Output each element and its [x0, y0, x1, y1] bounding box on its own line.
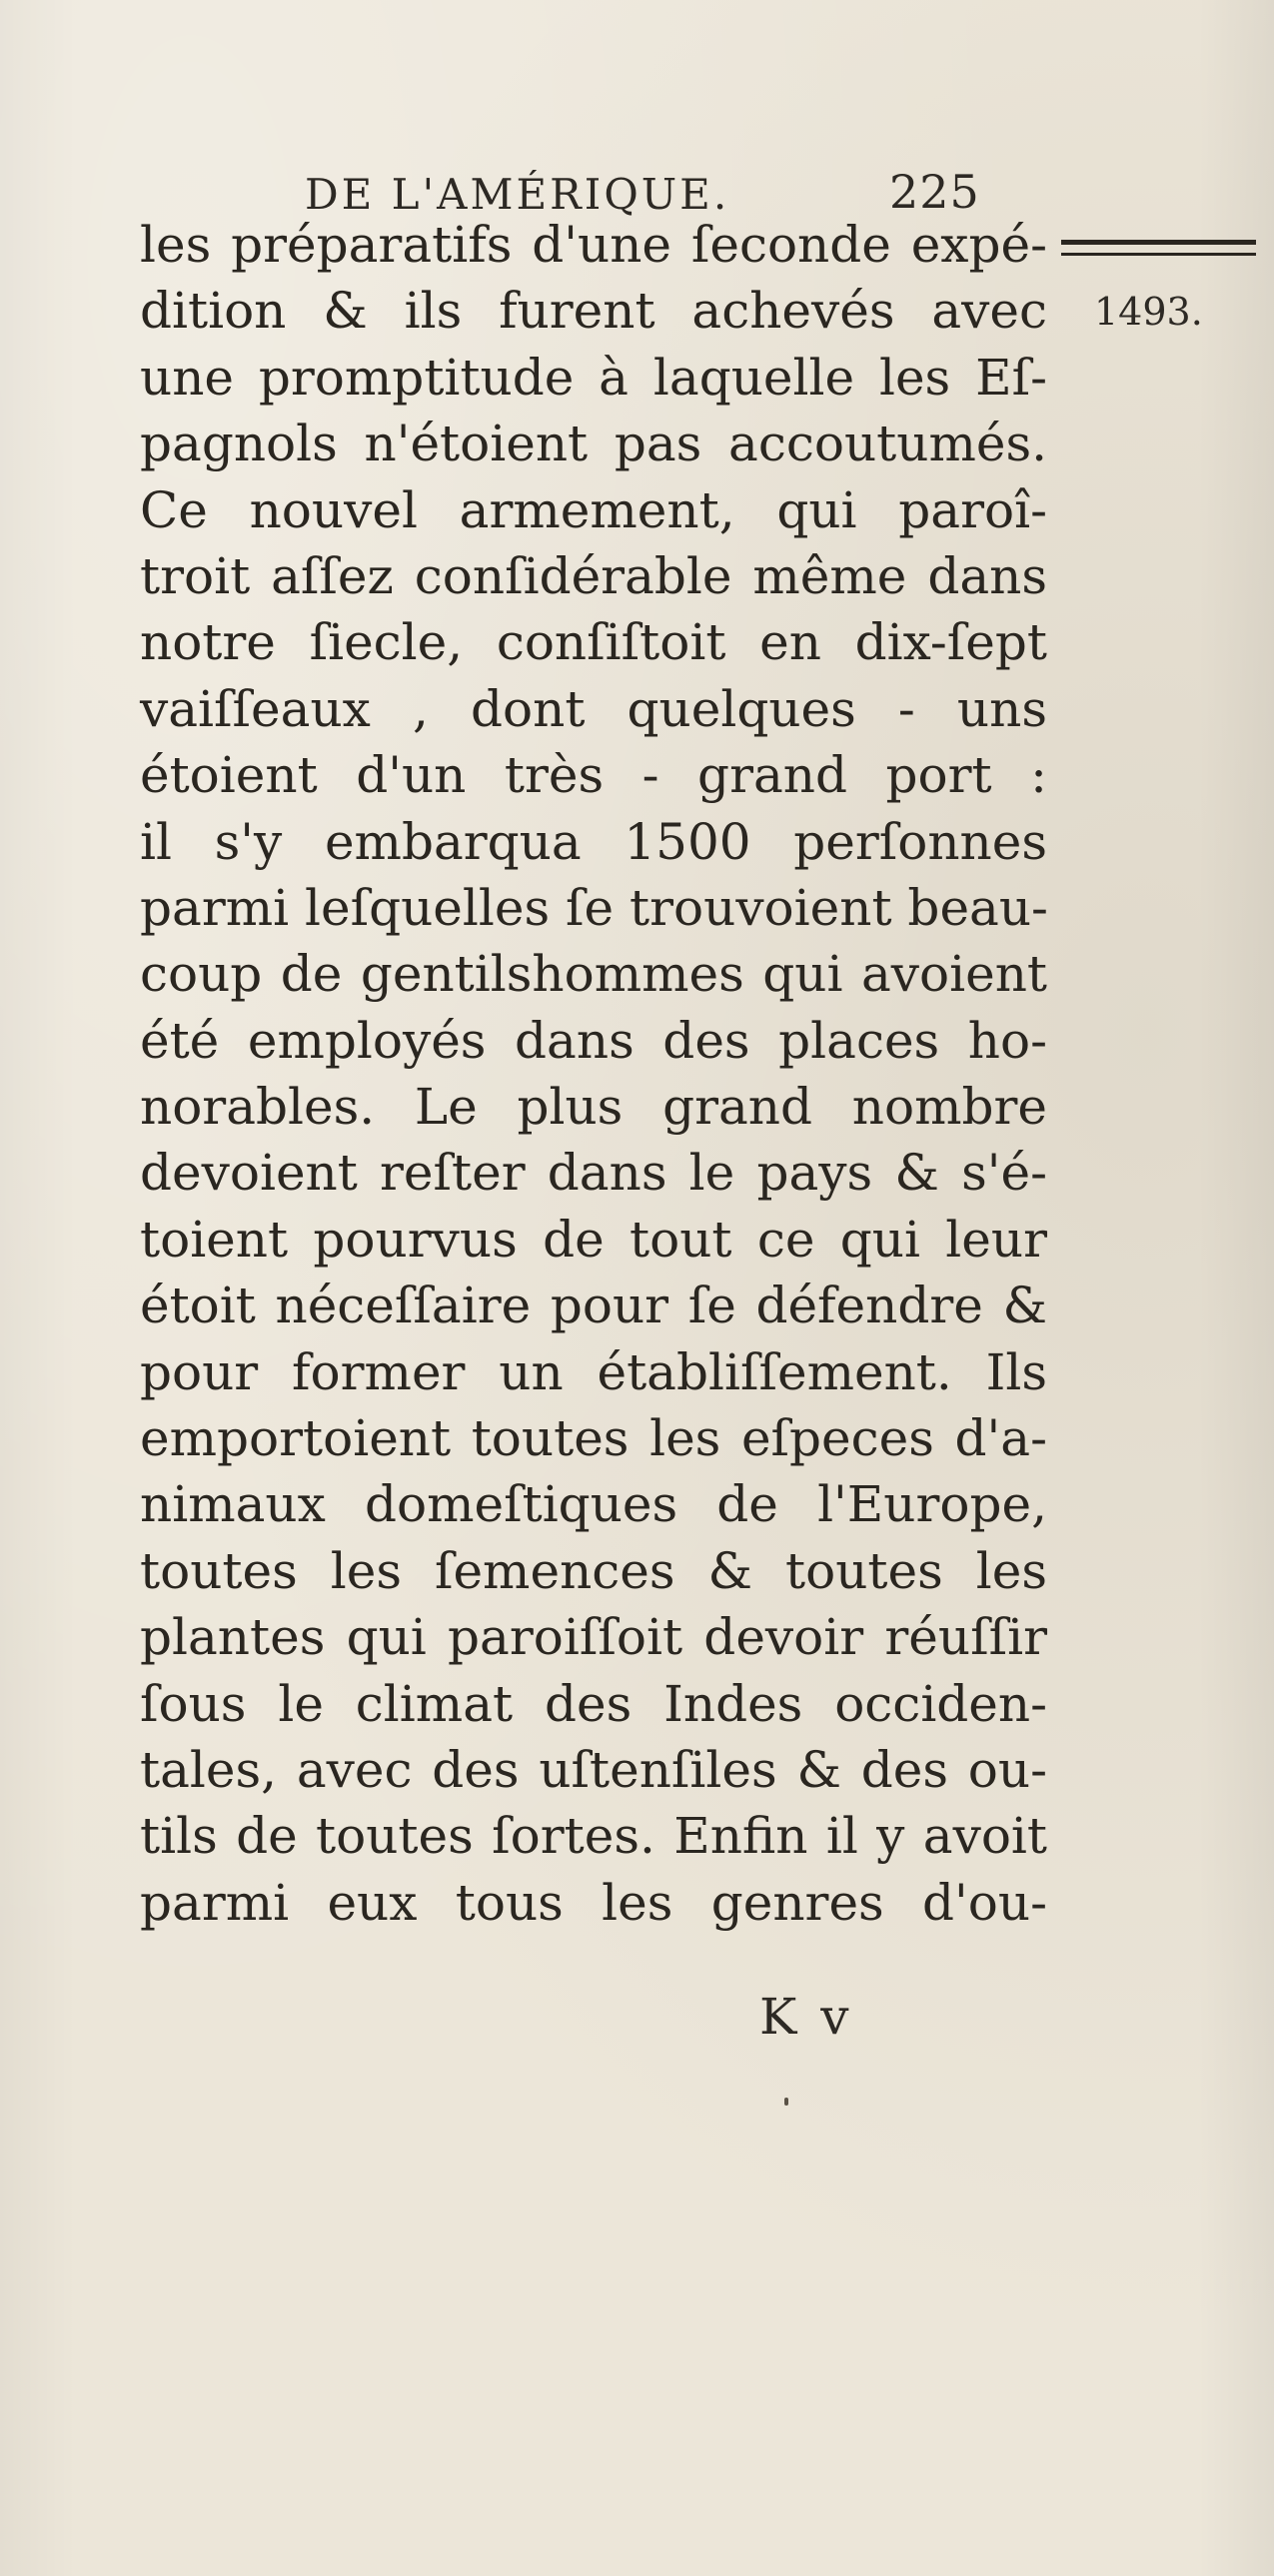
text-line: une promptitude à laquelle les Eſ- [140, 348, 1047, 407]
text-line: parmi leſquelles ſe trouvoient beau- [140, 878, 1048, 937]
text-line: troit aſſez conſidérable même dans [140, 546, 1047, 605]
text-line: tils de toutes ſortes. Enfin il y avoit [140, 1807, 1047, 1866]
text-line: pour former un établiſſement. Ils [140, 1342, 1047, 1401]
text-line: emportoient toutes les eſpeces d'a- [140, 1409, 1047, 1468]
margin-rule-ornament [1061, 240, 1256, 256]
text-line: toient pourvus de tout ce qui leur [140, 1210, 1047, 1269]
ink-speck [784, 2098, 788, 2106]
text-line: vaiſſeaux , dont quelques - uns [140, 679, 1047, 738]
margin-note-year: 1493. [1094, 290, 1203, 334]
text-line: notre ſiecle, conſiſtoit en dix-ſept [140, 613, 1047, 672]
text-line: norables. Le plus grand nombre [140, 1078, 1047, 1137]
text-line: ſous le climat des Indes occiden- [140, 1674, 1047, 1733]
text-line: les préparatifs d'une ſeconde expé- [140, 216, 1047, 274]
page-number: 225 [889, 165, 980, 219]
text-line: dition & ils furent achevés avec [140, 282, 1047, 341]
text-line: nimaux domeſtiques de l'Europe, [140, 1475, 1047, 1534]
text-line: étoit néceſſaire pour ſe défendre & [140, 1277, 1047, 1335]
text-line: étoient d'un très - grand port : [140, 746, 1047, 805]
text-line: coup de gentilshommes qui avoient [140, 945, 1047, 1004]
text-line: pagnols n'étoient pas accoutumés. [140, 415, 1047, 473]
text-line: parmi eux tous les genres d'ou- [140, 1873, 1047, 1932]
text-line: il s'y embarqua 1500 perſonnes [140, 812, 1047, 871]
text-line: tales, avec des uſtenſiles & des ou- [140, 1740, 1047, 1799]
text-line: été employés dans des places ho- [140, 1011, 1047, 1070]
body-text [140, 212, 1047, 1936]
catchword-signature: K v [759, 1988, 853, 2046]
text-line: Ce nouvel armement, qui paroî- [140, 480, 1047, 539]
text-line: toutes les ſemences & toutes les [140, 1541, 1047, 1600]
text-line: plantes qui paroiſſoit devoir réuſſir [140, 1608, 1047, 1667]
running-head-title: DE L'AMÉRIQUE. [305, 170, 730, 219]
text-line: devoient reſter dans le pays & s'é- [140, 1144, 1047, 1203]
